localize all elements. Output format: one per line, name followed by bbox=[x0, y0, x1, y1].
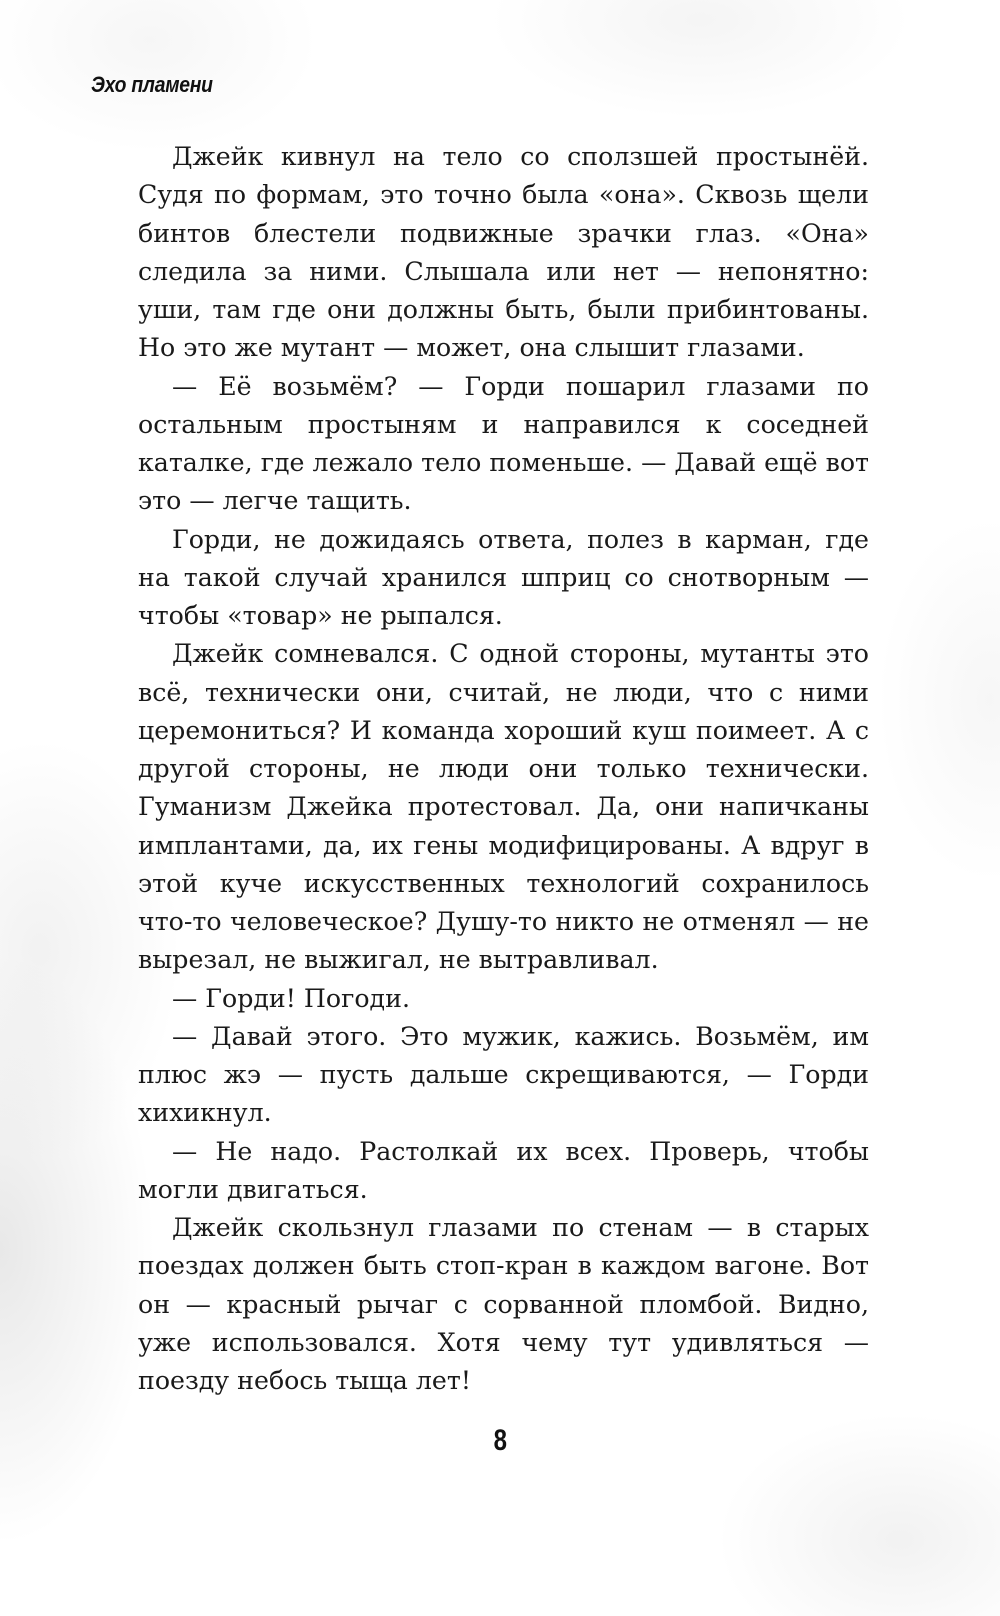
paragraph: — Её возьмём? — Горди пошарил глазами по остальным простыням и направился к соседней каталке, где лежало тело поменьше. — Давай ещё вот это — легче тащить. bbox=[138, 371, 869, 516]
paragraph: — Не надо. Растолкай их всех. Проверь, чтобы могли двигаться. bbox=[138, 1136, 869, 1204]
paragraph: — Горди! Погоди. bbox=[172, 983, 410, 1013]
page-number bbox=[0, 1424, 1000, 1458]
page-number-text: 8 bbox=[493, 1424, 507, 1457]
paragraph: Джейк скользнул глазами по стенам — в старых поездах должен быть стоп-кран в каждом вагоне. Вот он — красный рычаг с сорванной пломбой. Видно, уже использовался. Хотя чему тут удивляться — поезду небось тыща лет! bbox=[138, 1213, 869, 1395]
paragraph: Джейк сомневался. С одной стороны, мутанты это всё, технически они, считай, не люди, что с ними церемониться? И команда хороший куш поимеет. А с другой стороны, не люди они только технически. Гуманизм Джейка протестовал. Да, они напичканы имплантами, да, их гены модифицированы. А вдруг в этой куче искусственных технологий сохранилось что-то человеческое? Душу-то никто не отменял — не вырезал, не выжигал, не вытравливал. bbox=[138, 639, 869, 975]
running-head: Эхо пламени bbox=[91, 72, 213, 97]
paragraph: Горди, не дожидаясь ответа, полез в карман, где на такой случай хранился шприц со снотворным — чтобы «товар» не рыпался. bbox=[138, 524, 869, 630]
paragraph: — Давай этого. Это мужик, кажись. Возьмём, им плюс жэ — пусть дальше скрещиваются, — Горди хихикнул. bbox=[138, 1021, 869, 1128]
paragraph: Джейк кивнул на тело со сползшей простынёй. Судя по формам, это точно была «она». Сквозь щели бинтов блестели подвижные зрачки глаз. «Она» следила за ними. Слышала или нет — непонятно: уши, там где они должны быть, были прибинтованы. Но это же мутант — может, она слышит глазами. bbox=[138, 142, 869, 363]
body-text bbox=[138, 138, 869, 1400]
